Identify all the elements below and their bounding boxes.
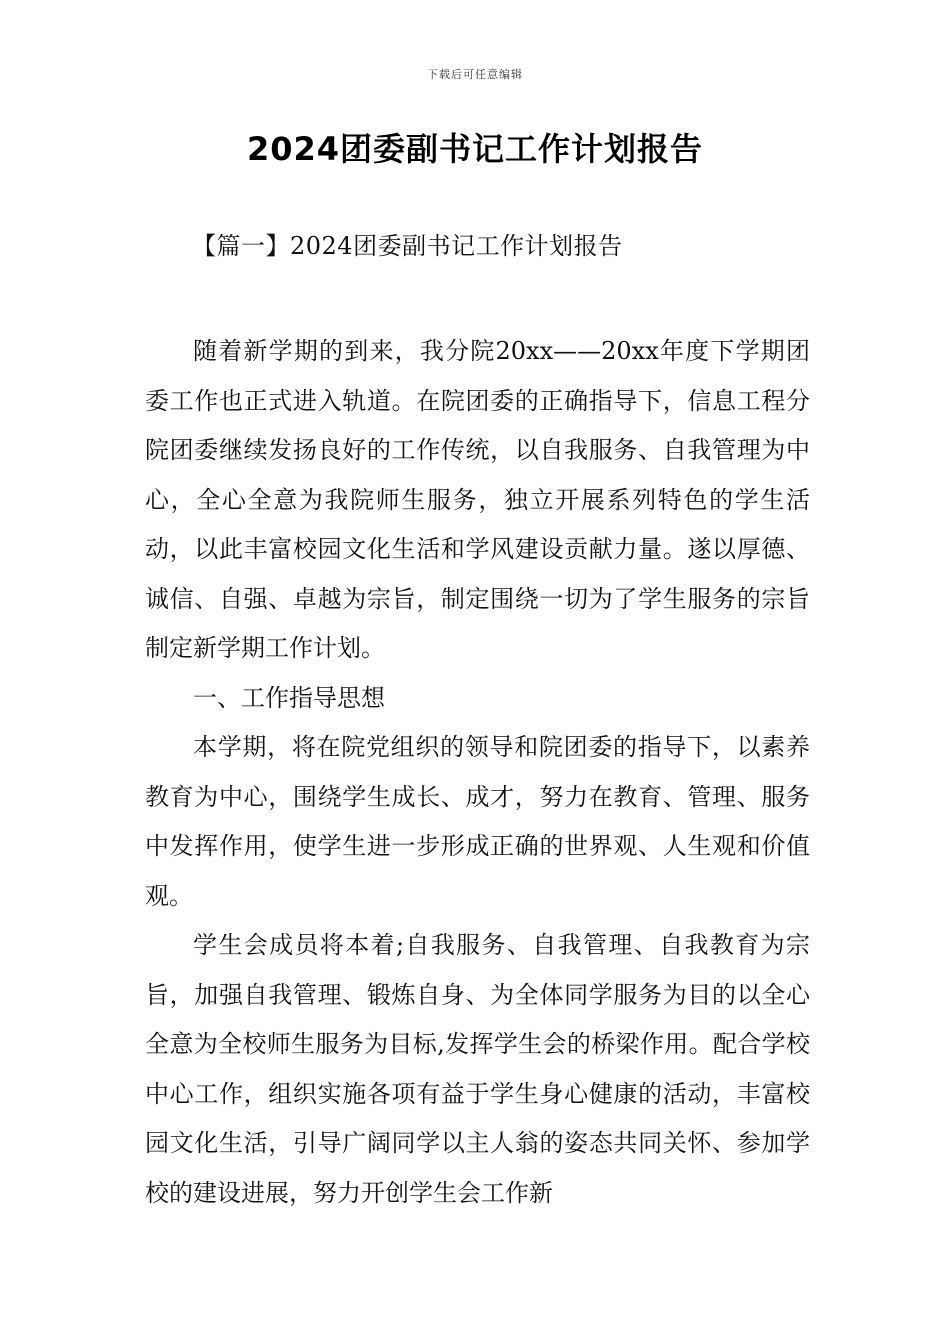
paragraph-this-semester: 本学期，将在院党组织的领导和院团委的指导下，以素养教育为中心，围绕学生成长、成才，努力在教育、管理、服务中发挥作用，使学生进一步形成正确的世界观、人生观和价值观。 (145, 733, 810, 910)
document-body (145, 327, 810, 1218)
document-title: 2024团委副书记工作计划报告 (246, 130, 704, 168)
paragraph-student-union: 学生会成员将本着;自我服务、自我管理、自我教育为宗旨，加强自我管理、锻炼自身、为全体同学服务为目的以全心全意为全校师生服务为目标,发挥学生会的桥梁作用。配合学校中心工作，组织实施各项有益于学生身心健康的活动，丰富校园文化生活，引导广阔同学以主人翁的姿态共同关怀、参加学校的建设进展，努力开创学生会工作新 (145, 931, 810, 1207)
paragraph-heading-guiding-ideology: 一、工作指导思想 (193, 683, 385, 712)
section-heading: 【篇一】2024团委副书记工作计划报告 (192, 232, 623, 260)
paragraph-intro: 随着新学期的到来，我分院20xx——20xx年度下学期团委工作也正式进入轨道。在院团委的正确指导下，信息工程分院团委继续发扬良好的工作传统，以自我服务、自我管理为中心，全心全意为我院师生服务，独立开展系列特色的学生活动，以此丰富校园文化生活和学风建设贡献力量。遂以厚德、诚信、自强、卓越为宗旨，制定围绕一切为了学生服务的宗旨制定新学期工作计划。 (145, 337, 810, 662)
download-note: 下载后可任意编辑 (427, 68, 523, 81)
